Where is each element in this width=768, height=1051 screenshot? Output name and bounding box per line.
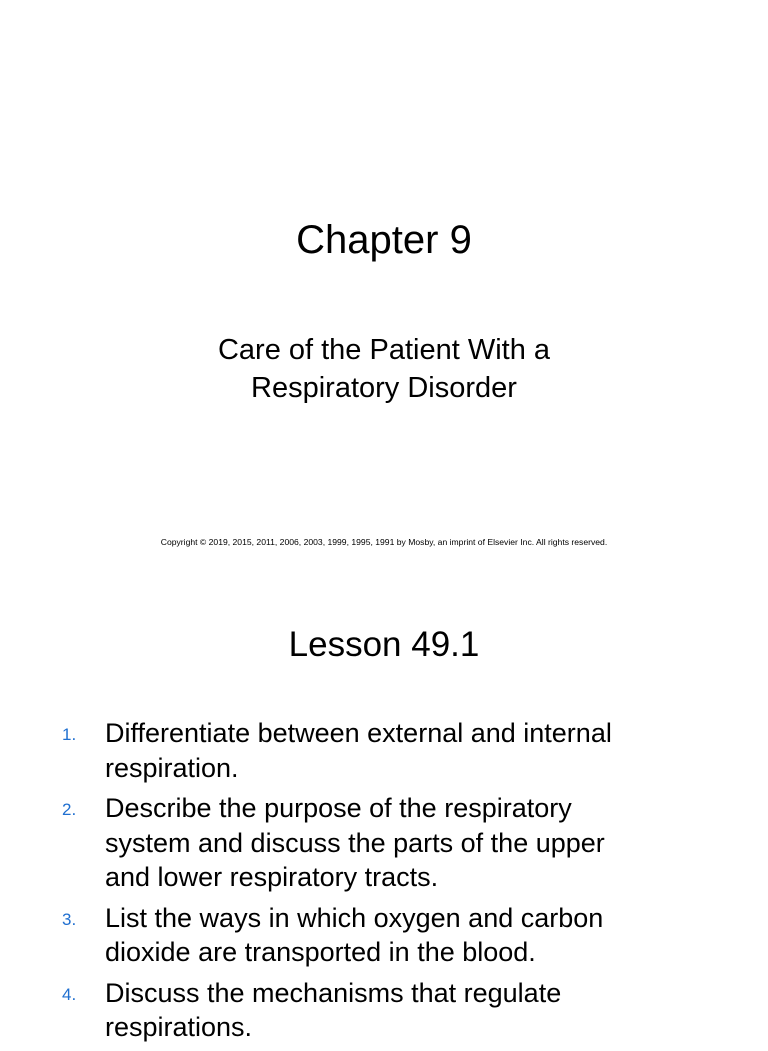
subtitle-line: Respiratory Disorder	[251, 372, 517, 404]
lesson-title: Lesson 49.1	[288, 625, 480, 664]
objective-line: Discuss the mechanisms that regulate	[105, 977, 562, 1008]
objective-text	[105, 901, 728, 970]
objective-text	[105, 716, 728, 785]
objective-text	[105, 976, 728, 1045]
objective-line: Differentiate between external and internal	[105, 718, 612, 748]
objective-text	[105, 791, 728, 895]
objective-line: List the ways in which oxygen and carbon	[105, 902, 604, 933]
objective-number: 3.	[62, 909, 77, 929]
slide-title-chapter: Chapter 9	[296, 218, 472, 262]
objectives-list	[0, 716, 768, 1051]
subtitle-line: Care of the Patient With a	[217, 334, 551, 366]
slide-subtitle	[0, 331, 768, 407]
objective-number: 1.	[62, 725, 77, 744]
objective-line: Describe the purpose of the respiratory	[105, 793, 572, 823]
objective-line: respirations.	[105, 1012, 253, 1042]
objective-line: respiration.	[105, 752, 239, 783]
objective-number: 4.	[62, 984, 77, 1004]
objective-item	[0, 716, 768, 785]
objective-item	[0, 901, 768, 970]
objective-number: 2.	[62, 800, 77, 819]
objective-item	[0, 791, 768, 895]
copyright-notice: Copyright © 2019, 2015, 2011, 2006, 2003, 1999, 1995, 1991 by Mosby, an imprint of Elsevier Inc. All rights reserved.	[160, 537, 608, 547]
objective-line: system and discuss the parts of the upper	[105, 827, 605, 858]
objective-line: dioxide are transported in the blood.	[105, 937, 536, 967]
objective-item	[0, 976, 768, 1045]
objective-line: and lower respiratory tracts.	[105, 862, 439, 892]
